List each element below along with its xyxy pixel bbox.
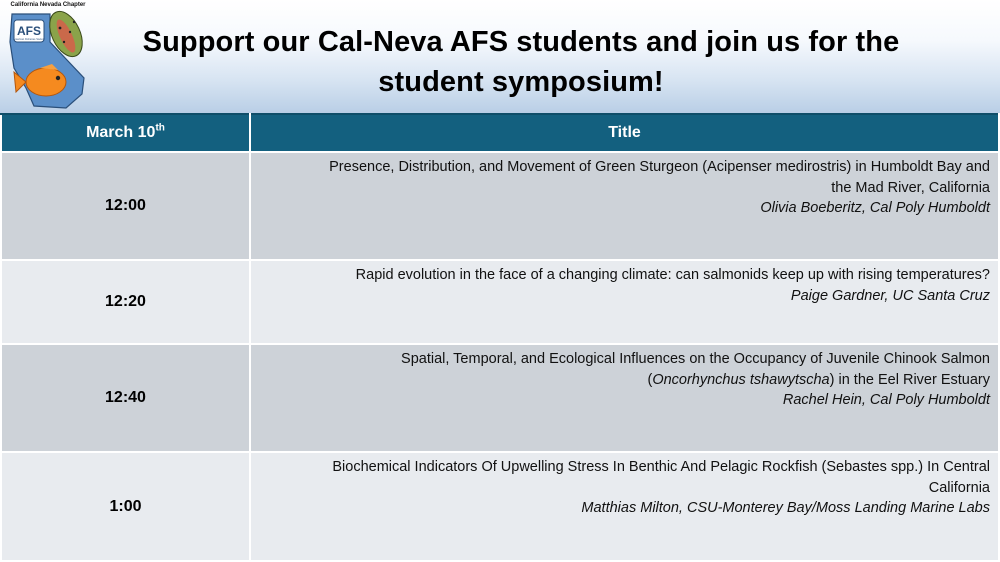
logo-graphic: [4, 2, 92, 112]
schedule-table: [0, 113, 1000, 562]
talk-author: Paige Gardner, UC Santa Cruz: [790, 287, 990, 304]
time-cell: 1:00: [1, 452, 250, 561]
afs-logo: [4, 2, 92, 112]
talk-author: Matthias Milton, CSU-Monterey Bay/Moss Landing Marine Labs: [581, 500, 990, 516]
date-header: March 10th: [1, 114, 250, 152]
talk-cell: [250, 344, 999, 452]
table-row: [1, 344, 999, 452]
talk-author: Olivia Boeberitz, Cal Poly Humboldt: [760, 200, 990, 216]
table-row: [1, 260, 999, 344]
table-header-row: [1, 114, 999, 152]
talk-title: Spatial, Temporal, and Ecological Influences on the Occupancy of Juvenile Chinook Salmon: [401, 351, 990, 367]
talk-cell: [250, 452, 999, 561]
title-line-1: Support our Cal-Neva AFS students and join us for the: [142, 26, 900, 58]
title-line-2: student symposium!: [378, 66, 664, 98]
talk-cell: [250, 152, 999, 260]
table-row: [1, 452, 999, 561]
time-cell: 12:40: [1, 344, 250, 452]
talk-author: Rachel Hein, Cal Poly Humboldt: [782, 392, 990, 408]
title-header: Title: [250, 114, 999, 152]
logo-subtext: American Fisheries Society: [13, 38, 45, 41]
talk-cell: [250, 260, 999, 344]
time-cell: 12:00: [1, 152, 250, 260]
talk-title: Rapid evolution in the face of a changing climate: can salmonids keep up with rising temperatures?: [355, 267, 990, 283]
logo-badge: AFS: [17, 24, 41, 38]
talk-title-cont: California: [928, 479, 990, 496]
talk-title: Biochemical Indicators Of Upwelling Stress In Benthic And Pelagic Rockfish (Sebastes spp.) In Central: [332, 459, 990, 475]
talk-title: Presence, Distribution, and Movement of Green Sturgeon (Acipenser medirostris) in Humboldt Bay and: [329, 159, 990, 175]
page-title: [96, 22, 946, 102]
time-cell: 12:20: [1, 260, 250, 344]
logo-caption: California Nevada Chapter: [10, 2, 86, 8]
talk-title-cont: (Oncorhynchus tshawytscha) in the Eel River Estuary: [647, 371, 990, 388]
table-row: [1, 152, 999, 260]
species-name: Oncorhynchus tshawytscha: [652, 371, 830, 388]
talk-title-cont: the Mad River, California: [831, 179, 990, 196]
